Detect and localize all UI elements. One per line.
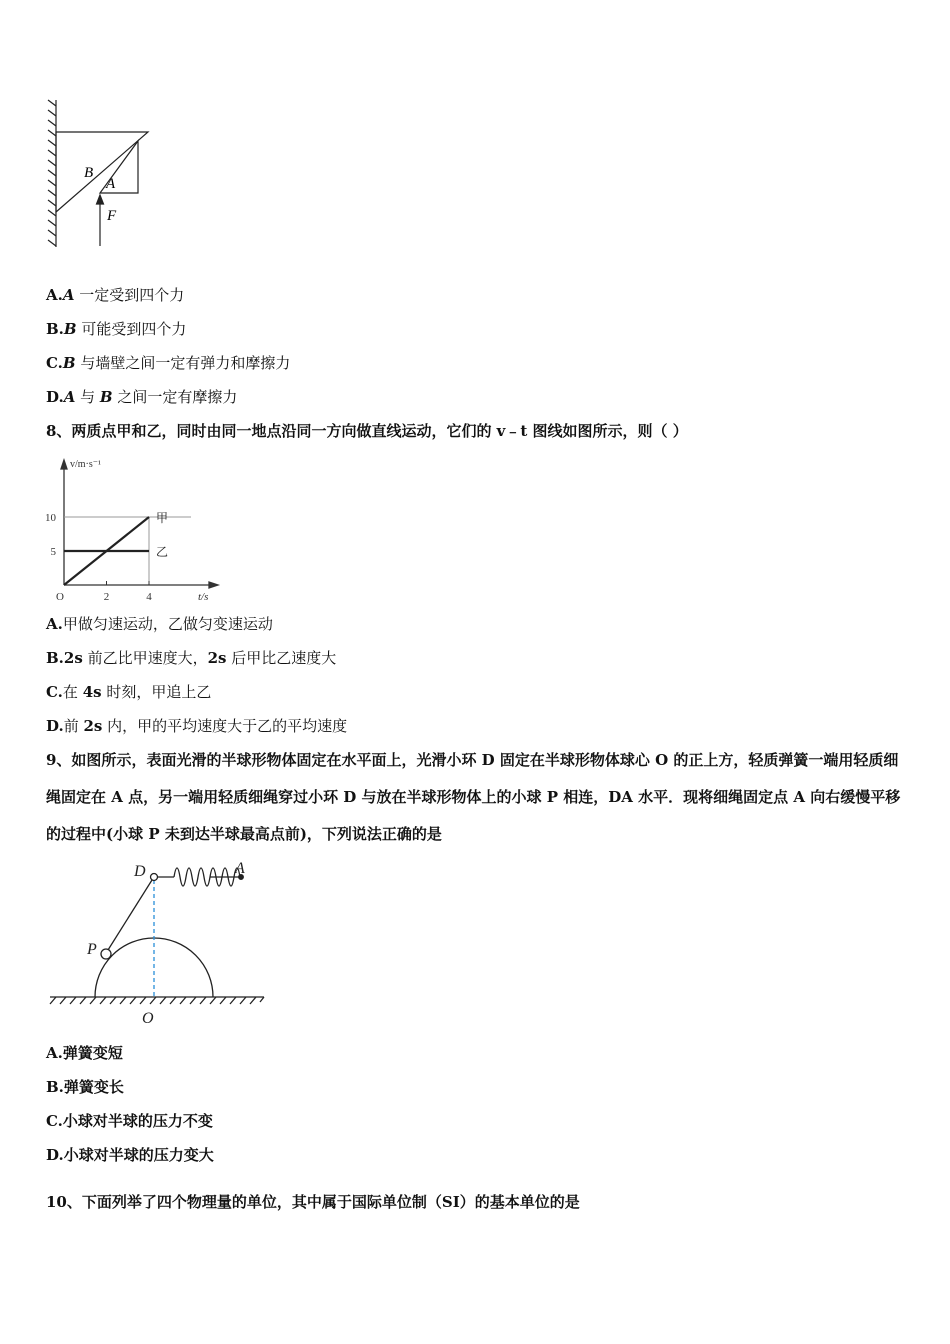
x-tick-label-2: 2 xyxy=(103,591,110,602)
x-tick-label-4: 4 xyxy=(146,591,152,602)
y-axis-arrow xyxy=(61,460,67,469)
q7-option-b: B.B 可能受到四个力 xyxy=(46,320,187,338)
q8-option-c: C.在 4s 时刻，甲追上乙 xyxy=(46,683,212,701)
q9-option-d: D.小球对半球的压力变大 xyxy=(46,1146,214,1164)
q7-option-c: C.B 与墙壁之间一定有弹力和摩擦力 xyxy=(46,354,291,372)
q8-stem: 8、两质点甲和乙，同时由同一地点沿同一方向做直线运动，它们的 v﹣t 图线如图所示，则（ ） xyxy=(46,422,688,440)
chart-xlabel: t/s xyxy=(198,591,209,602)
q8-vt-chart xyxy=(40,452,225,602)
ground-hatching xyxy=(50,997,264,1004)
series-label-yi: 乙 xyxy=(156,545,169,559)
chart-ylabel: v/m·s⁻¹ xyxy=(70,459,102,470)
fig9-label-a: A xyxy=(235,860,245,877)
rope-dp xyxy=(108,880,152,950)
fig9-label-p: P xyxy=(87,941,97,958)
x-axis-arrow xyxy=(209,582,218,588)
q9-option-b: B.弹簧变长 xyxy=(46,1078,124,1096)
q9-option-a: A.弹簧变短 xyxy=(46,1044,123,1062)
ring-d xyxy=(151,874,158,881)
x-tick-label-origin: O xyxy=(56,591,64,602)
fig9-label-d: D xyxy=(134,863,146,880)
q8-option-a: A.甲做匀速运动，乙做匀变速运动 xyxy=(46,615,273,633)
q7-option-d: D.A 与 B 之间一定有摩擦力 xyxy=(46,388,238,406)
y-tick-label-10: 10 xyxy=(45,512,56,524)
q8-option-d: D.前 2s 内，甲的平均速度大于乙的平均速度 xyxy=(46,717,348,735)
series-label-jia: 甲 xyxy=(156,511,169,525)
q9-figure xyxy=(44,858,269,1030)
wall-hatching xyxy=(48,100,56,246)
force-arrowhead xyxy=(97,195,104,204)
q8-option-b: B.2s 前乙比甲速度大，2s 后甲比乙速度大 xyxy=(46,649,337,667)
fig9-label-o: O xyxy=(142,1010,154,1027)
q10-stem: 10、下面列举了四个物理量的单位，其中属于国际单位制（SI）的基本单位的是 xyxy=(46,1193,580,1211)
fig7-label-a: A xyxy=(106,176,116,192)
fig7-label-f: F xyxy=(107,208,117,224)
q9-stem: 9、如图所示，表面光滑的半球形物体固定在水平面上，光滑小环 D 固定在半球形物体球心 O 的正上方，轻质弹簧一端用轻质细绳固定在 A 点，另一端用轻质细绳穿过小环 D 与放在半球形物体上的小球 P 相连，DA 水平．现将细绳固定点 A 向右缓慢平移的过程中(小球 P 未到达半球最高点前)，下列说法正确的是 xyxy=(46,751,901,843)
q7-figure xyxy=(40,96,160,251)
y-tick-label-5: 5 xyxy=(50,546,56,558)
ball-p xyxy=(101,949,111,959)
q9-option-c: C.小球对半球的压力不变 xyxy=(46,1112,213,1130)
fig7-label-b: B xyxy=(84,165,94,181)
q7-option-a: A.A 一定受到四个力 xyxy=(46,286,185,304)
